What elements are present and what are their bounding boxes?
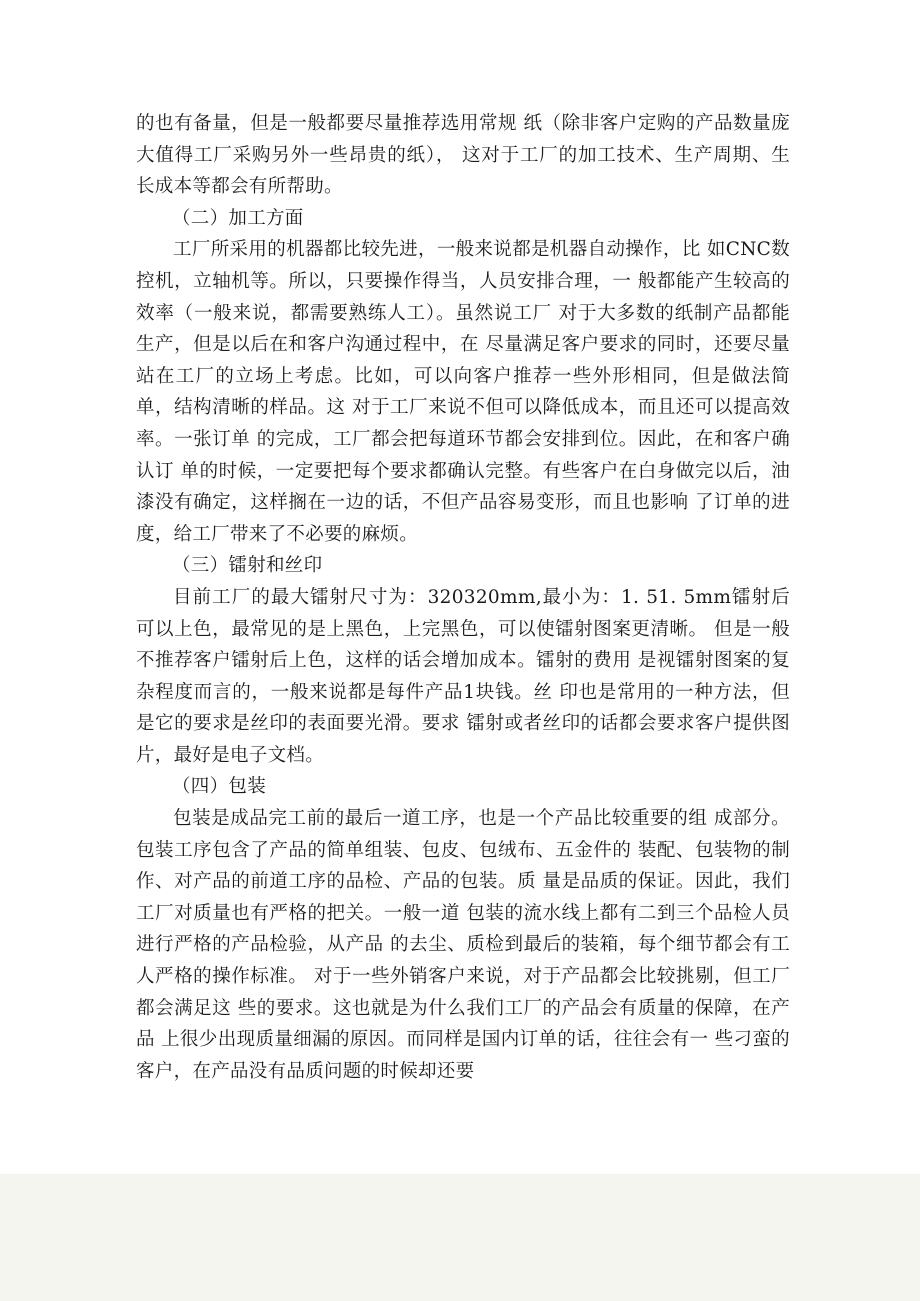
section-heading-laser-silkscreen: （三）镭射和丝印 (172, 555, 323, 577)
page-bottom-band (0, 1174, 920, 1301)
paragraph-processing: 工厂所采用的机器都比较先进，一般来说都是机器自动操作，比 如CNC数控机，立轴机等。所以，只要操作得当，人员安排合理，一 般都能产生较高的效率（一般来说，都需要熟练人工）。虽然说工厂 对于大多数的纸制产品都能生产，但是以后在和客户沟通过程中，在 尽量满足客户要求的同时，还要尽量站在工厂的立场上考虑。比如，可以向客户推荐一些外形相同，但是做法简单，结构清晰的样品。这 对于工厂来说不但可以降低成本，而且还可以提高效率。一张订单 的完成，工厂都会把每道环节都会安排到位。因此，在和客户确认订 单的时候，一定要把每个要求都确认完整。有些客户在白身做完以后，油漆没有确定，这样搁在一边的话，不但产品容易变形，而且也影响 了订单的进度，给工厂带来了不必要的麻烦。 (136, 239, 790, 545)
section-heading-processing: （二）加工方面 (172, 207, 304, 229)
paragraph-laser-silkscreen: 目前工厂的最大镭射尺寸为：320320mm,最小为：1. 51. 5mm镭射后可以上色，最常见的是上黑色，上完黑色，可以使镭射图案更清晰。 但是一般不推荐客户镭射后上色，这样的话会增加成本。镭射的费用 是视镭射图案的复杂程度而言的，一般来说都是每件产品1块钱。丝 印也是常用的一种方法，但是它的要求是丝印的表面要光滑。要求 镭射或者丝印的话都会要求客户提供图片，最好是电子文档。 (136, 586, 790, 766)
paragraph-packaging: 包装是成品完工前的最后一道工序，也是一个产品比较重要的组 成部分。包装工序包含了产品的简单组装、包皮、包绒布、五金件的 装配、包装物的制作、对产品的前道工序的品检、产品的包装。质 量是品质的保证。因此，我们工厂对质量也有严格的把关。一般一道 包装的流水线上都有二到三个品检人员进行严格的产品检验，从产品 的去尘、质检到最后的装箱，每个细节都会有工人严格的操作标准。 对于一些外销客户来说，对于产品都会比较挑剔，但工厂都会满足这 些的要求。这也就是为什么我们工厂的产品会有质量的保障，在产品 上很少出现质量细漏的原因。而同样是国内订单的话，往往会有一 些刁蛮的客户，在产品没有品质问题的时候却还要 (136, 808, 790, 1082)
section-heading-packaging: （四）包装 (172, 776, 267, 798)
document-body (136, 108, 790, 1087)
paragraph-paper-selection: 的也有备量，但是一般都要尽量推荐选用常规 纸（除非客户定购的产品数量庞大值得工厂采购另外一些昂贵的纸）， 这对于工厂的加工技术、生产周期、生长成本等都会有所帮助。 (136, 113, 790, 198)
